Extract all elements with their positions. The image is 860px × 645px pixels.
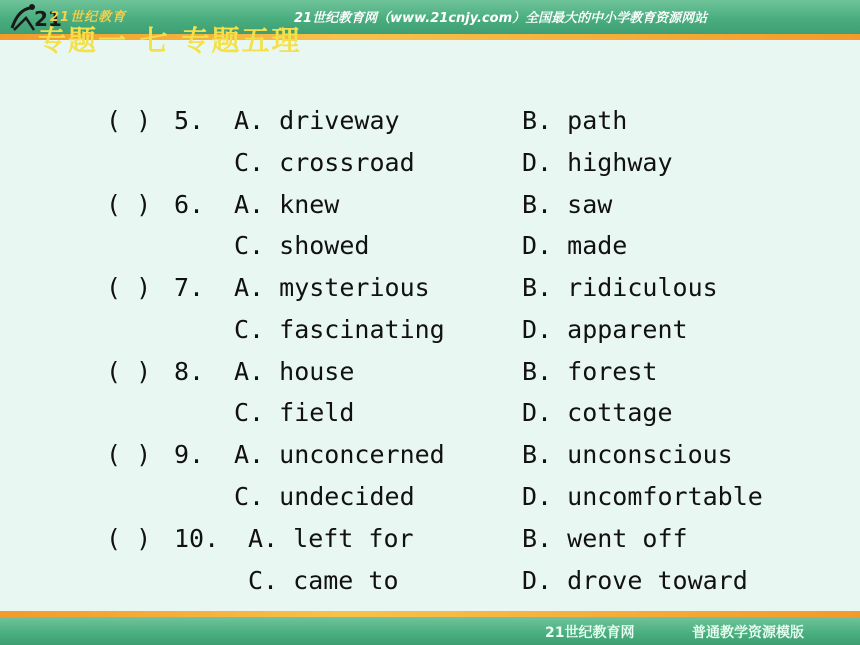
option-b: B. went off: [522, 524, 688, 553]
answer-blank: ( ): [106, 440, 152, 469]
option-d: D. highway: [522, 148, 673, 177]
option-c: C. showed: [234, 231, 370, 260]
footer-site-name: 21世纪教育网: [545, 625, 635, 641]
option-a: A. left for: [248, 524, 414, 553]
option-d: D. cottage: [522, 398, 673, 427]
question-number: 9.: [174, 440, 205, 469]
answer-blank: ( ): [106, 357, 152, 386]
answer-blank: ( ): [106, 190, 152, 219]
option-a: A. driveway: [234, 106, 400, 135]
option-c: C. field: [234, 398, 355, 427]
option-d: D. uncomfortable: [522, 482, 763, 511]
question-number: 5.: [174, 106, 205, 135]
option-c: C. came to: [248, 566, 399, 595]
svg-text:21: 21: [34, 7, 62, 31]
option-b: B. saw: [522, 190, 613, 219]
option-a: A. unconcerned: [234, 440, 445, 469]
question-number: 8.: [174, 357, 205, 386]
option-b: B. path: [522, 106, 628, 135]
answer-blank: ( ): [106, 106, 152, 135]
site-suffix: ）全国最大的中小学教育资源网站: [512, 11, 708, 26]
option-a: A. mysterious: [234, 273, 430, 302]
option-d: D. drove toward: [522, 566, 748, 595]
question-number: 7.: [174, 273, 205, 302]
question-number: 6.: [174, 190, 205, 219]
option-b: B. ridiculous: [522, 273, 718, 302]
option-c: C. crossroad: [234, 148, 415, 177]
answer-blank: ( ): [106, 524, 152, 553]
site-url-link[interactable]: www.21cnjy.com: [390, 11, 513, 26]
logo-text: 21世纪教育: [50, 10, 127, 25]
option-b: B. unconscious: [522, 440, 733, 469]
question-number: 10.: [174, 524, 220, 553]
option-a: A. house: [234, 357, 355, 386]
option-c: C. fascinating: [234, 315, 445, 344]
option-b: B. forest: [522, 357, 658, 386]
option-a: A. knew: [234, 190, 340, 219]
option-d: D. made: [522, 231, 628, 260]
option-c: C. undecided: [234, 482, 415, 511]
footer-template-name: 普通教学资源模版: [692, 625, 804, 641]
answer-blank: ( ): [106, 273, 152, 302]
option-d: D. apparent: [522, 315, 688, 344]
site-prefix: 21世纪教育网（: [294, 11, 391, 26]
slide-title: 专题一 七 专题五理: [38, 24, 302, 54]
